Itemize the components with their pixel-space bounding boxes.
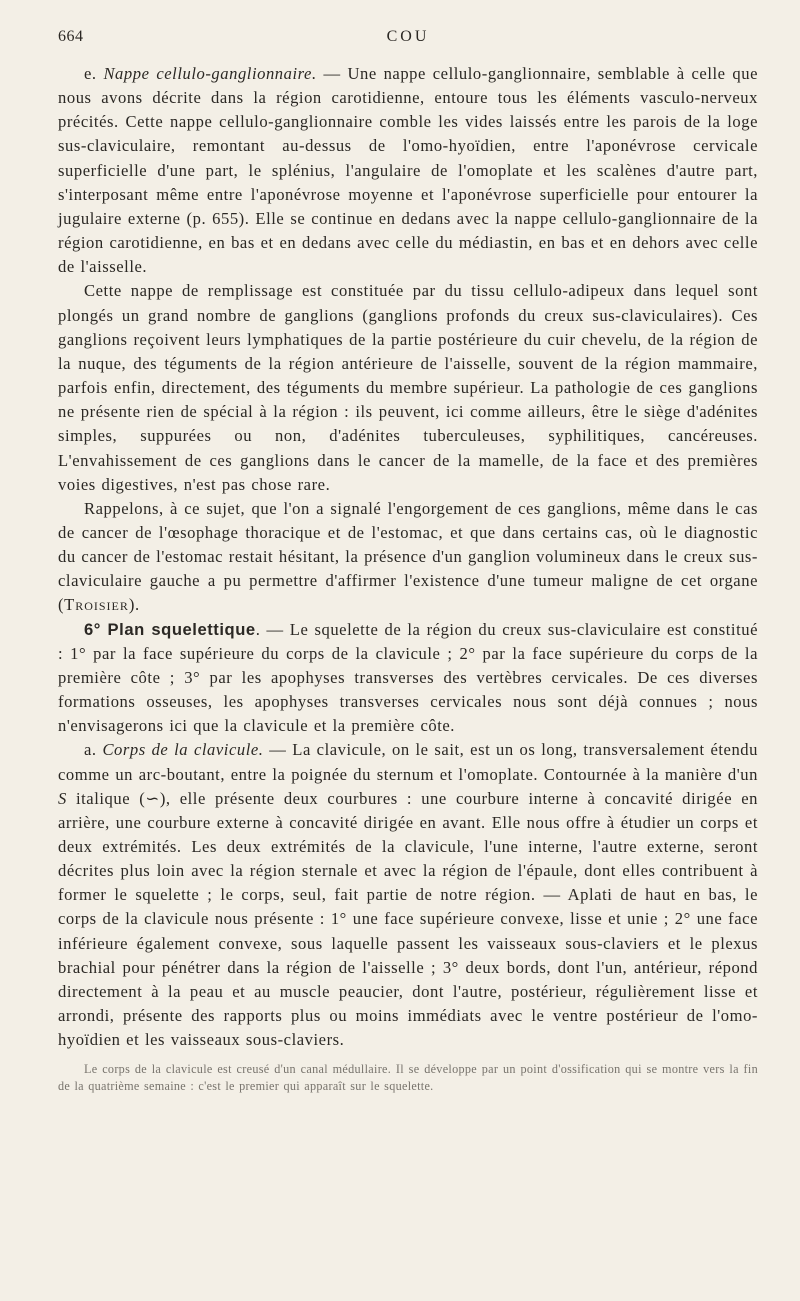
- body-text: [58, 62, 758, 1095]
- section-marker: e.: [84, 64, 104, 83]
- paragraph-text: ), elle présente deux courbures : une courbure interne à concavité dirigée en arrière, une courbure externe à concavité dirigée en avant. Elle nous offre à étudier un corps et deux extrémités. Les deux extrémités de la clavicule, l'une interne, l'autre externe, seront décrites plus loin avec la région sternale et avec la région de l'épaule, dont elles contribuent à former le squelette ; le corps, seul, fait partie de notre région. — Aplati de haut en bas, le corps de la clavicule nous présente : 1° une face supérieure convexe, lisse et unie ; 2° une face inférieure également convexe, sous laquelle passent les vaisseaux sous-claviers et le plexus brachial pour pénétrer dans la région de l'aisselle ; 3° deux bords, dont l'un, antérieur, répond directement à la peau et au muscle peaucier, dont l'autre, postérieur, régulièrement lisse et arrondi, présente des rapports plus ou moins immédiats avec le ventre postérieur de l'omo-hyoïdien et les vaisseaux sous-claviers.: [58, 788, 758, 1050]
- section-title: Corps de la clavicule.: [102, 740, 264, 760]
- section-title: Nappe cellulo-ganglionnaire.: [103, 64, 317, 83]
- section-marker: a.: [84, 740, 103, 760]
- author-citation: Troisier: [64, 595, 129, 615]
- paragraph-text: . — Le squelette de la région du creux sus-claviculaire est constitué : 1° par la face supérieure du corps de la clavicule ; 2° par la face supérieure du corps de la première côte ; 3° par les apophyses transverses des vertèbres cervicales. De ces diverses formations osseuses, les apophyses transverses cervicales nous sont déjà connues ; nous n'envisagerons ici que la clavicule et la première côte.: [58, 619, 759, 736]
- running-title: COU: [386, 28, 430, 45]
- paragraph-nappe-remplissage: [58, 279, 758, 496]
- paragraph-text: Cette nappe de remplissage est constituée par du tissu cellulo-adipeux dans lequel sont plongés un grand nombre de ganglions (ganglions profonds du creux sus-claviculaires). Ces ganglions reçoivent leurs lymphatiques de la partie postérieure du cuir chevelu, de la région de la nuque, des téguments de la région antérieure de l'aisselle, souvent de la région mammaire, parfois enfin, directement, des téguments du membre supérieur. La pathologie de ces ganglions ne présente rien de spécial à la région : ils peuvent, ici comme ailleurs, être le siège d'adénites simples, suppurées ou non, d'adénites tuberculeuses, syphilitiques, cancéreuses. L'envahissement de ces ganglions dans le cancer de la mamelle, de la face et des premières voies digestives, n'est pas chose rare.: [58, 281, 758, 494]
- paragraph-corps-clavicule: [58, 738, 758, 1052]
- paragraph-text: — La clavicule, on le sait, est un os long, transversalement étendu comme un arc-boutant, entre la poignée du sternum et l'omoplate. Contournée à la manière d'un: [58, 740, 758, 784]
- footnote: Le corps de la clavicule est creusé d'un canal médullaire. Il se développe par un point d'ossification qui se montre vers la fin de la quatrième semaine : c'est le premier qui apparaît sur le squelette.: [58, 1062, 758, 1094]
- paragraph-text: — Une nappe cellulo-ganglionnaire, semblable à celle que nous avons décrite dans la région carotidienne, entoure tous les éléments vasculo-nerveux précités. Cette nappe cellulo-ganglionnaire comble les vides laissés entre les parois de la loge sus-claviculaire, remontant au-dessus de l'omo-hyoïdien, entre l'aponévrose cervicale superficielle d'une part, le splénius, l'angulaire de l'omoplate et les scalènes d'autre part, s'interposant même entre l'aponévrose moyenne et l'aponévrose superficielle pour entourer la jugulaire externe (p. 655). Elle se continue en dedans avec la nappe cellulo-ganglionnaire de la région carotidienne, en bas et en dedans avec celle du médiastin, en bas et en dehors avec celle de l'aisselle.: [58, 64, 758, 277]
- paragraph-text: italique (: [66, 788, 146, 808]
- s-curve-symbol: ∽: [145, 788, 160, 808]
- paragraph-plan-squelettique: [58, 618, 758, 739]
- paragraph-end: ).: [128, 595, 140, 615]
- paragraph-rappelons: [58, 497, 758, 618]
- italic-letter: S: [58, 788, 67, 808]
- paragraph-nappe-cellulo-ganglionnaire: [58, 62, 758, 279]
- page-number: 664: [58, 28, 84, 45]
- paragraph-text: Rappelons, à ce sujet, que l'on a signalé l'engorgement de ces ganglions, même dans le cas de cancer de l'œsophage thoracique et de l'estomac, et que dans certains cas, où le diagnostic du cancer de l'estomac restait hésitant, la présence d'un ganglion volumineux dans le creux sus-claviculaire gauche a pu permettre d'affirmer l'existence d'une tumeur maligne de cet organe (: [58, 498, 758, 615]
- page-header: [58, 28, 758, 50]
- section-heading: 6° Plan squelettique: [84, 619, 256, 639]
